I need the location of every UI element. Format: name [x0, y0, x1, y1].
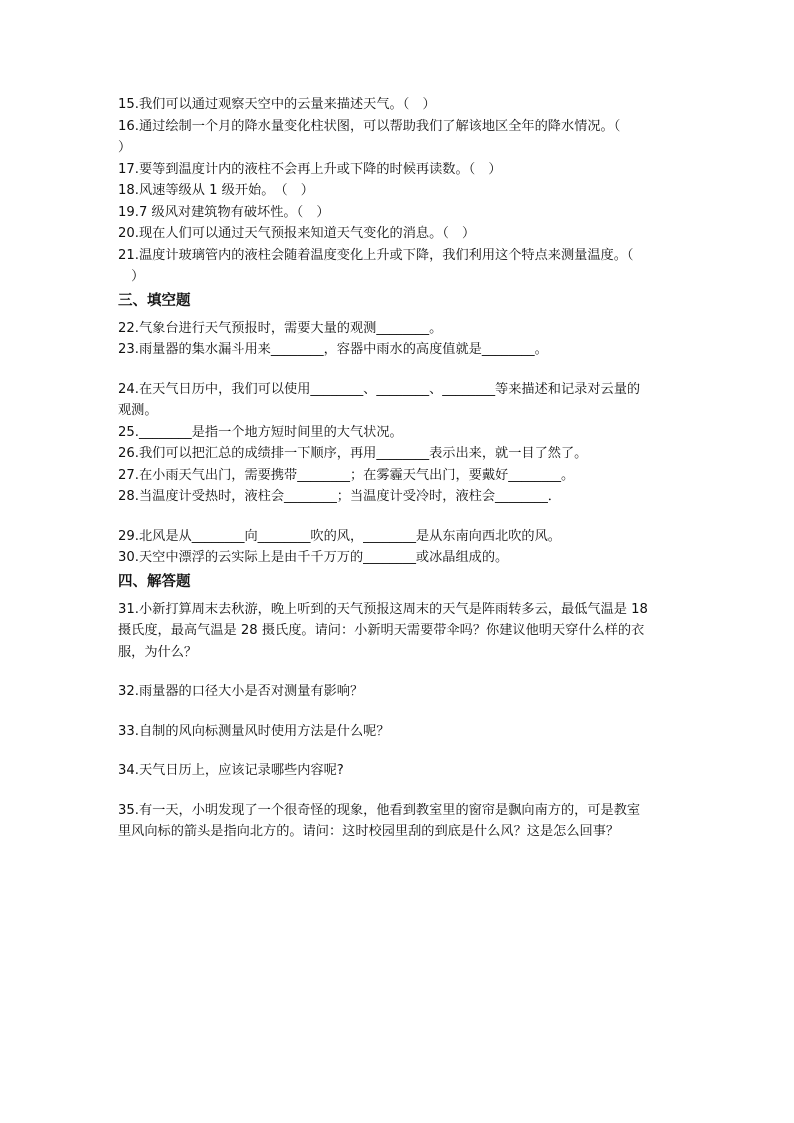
question-22: 22.气象台进行天气预报时，需要大量的观测________。 [118, 320, 443, 336]
question-29: 29.北风是从________向________吹的风，________是从东南向西北吹的风。 [118, 528, 561, 544]
question-15: 15.我们可以通过观察天空中的云量来描述天气。（ ） [118, 97, 436, 112]
question-16: 16.通过绘制一个月的降水量变化柱状图，可以帮助我们了解该地区全年的降水情况。（ [118, 118, 621, 134]
fill-section [118, 318, 678, 569]
question-21-continued: ） [118, 269, 145, 284]
answer-section [118, 599, 678, 843]
question-23: 23.雨量器的集水漏斗用来________，容器中雨水的高度值就是________。 [118, 342, 548, 357]
question-16-continued: ） [118, 140, 132, 155]
question-25: 25.________是指一个地方短时间里的大气状况。 [118, 424, 403, 440]
question-30: 30.天空中漂浮的云实际上是由千千万万的________或冰晶组成的。 [118, 550, 509, 565]
question-35: 35.有一天，小明发现了一个很奇怪的现象，他看到教室里的窗帘是飘向南方的，可是教室 [118, 802, 641, 818]
question-17: 17.要等到温度计内的液柱不会再上升或下降的时候再读数。（ ） [118, 161, 502, 177]
question-24-continued: 观测。 [118, 403, 158, 418]
question-33: 33.自制的风向标测量风时使用方法是什么呢？ [118, 723, 390, 739]
question-31-continued-2: 服，为什么？ [118, 644, 198, 660]
question-27: 27.在小雨天气出门，需要携带________；在雾霾天气出门，要戴好________。 [118, 467, 575, 483]
question-20: 20.现在人们可以通过天气预报来知道天气变化的消息。（ ） [118, 226, 476, 241]
fill-section-heading: 三、填空题 [118, 292, 191, 309]
question-32: 32.雨量器的口径大小是否对测量有影响？ [118, 684, 364, 699]
question-24: 24.在天气日历中，我们可以使用________、________、________等来描述和记录对云量的 [118, 381, 641, 397]
question-35-continued: 里风向标的箭头是指向北方的。请问：这时校园里刮的到底是什么风？这是怎么回事？ [118, 824, 620, 839]
question-18: 18.风速等级从 1 级开始。 （ ） [118, 183, 314, 198]
question-21: 21.温度计玻璃管内的液柱会随着温度变化上升或下降，我们利用这个特点来测量温度。（ [118, 247, 634, 263]
question-31: 31.小新打算周末去秋游，晚上听到的天气预报这周末的天气是阵雨转多云，最低气温是 18 [118, 601, 648, 617]
question-31-continued: 摄氏度，最高气温是 28 摄氏度。请问：小新明天需要带伞吗？你建议他明天穿什么样的衣 [118, 623, 645, 638]
question-28: 28.当温度计受热时，液柱会________；当温度计受冷时，液柱会________． [118, 489, 561, 504]
question-19: 19.7 级风对建筑物有破坏性。（ ） [118, 204, 330, 220]
judge-section [118, 94, 678, 288]
question-34: 34.天气日历上，应该记录哪些内容呢? [118, 763, 344, 778]
question-26: 26.我们可以把汇总的成绩排一下顺序，再用________表示出来，就一目了然了。 [118, 446, 588, 461]
worksheet-page [118, 94, 678, 843]
answer-section-heading: 四、解答题 [118, 573, 191, 590]
